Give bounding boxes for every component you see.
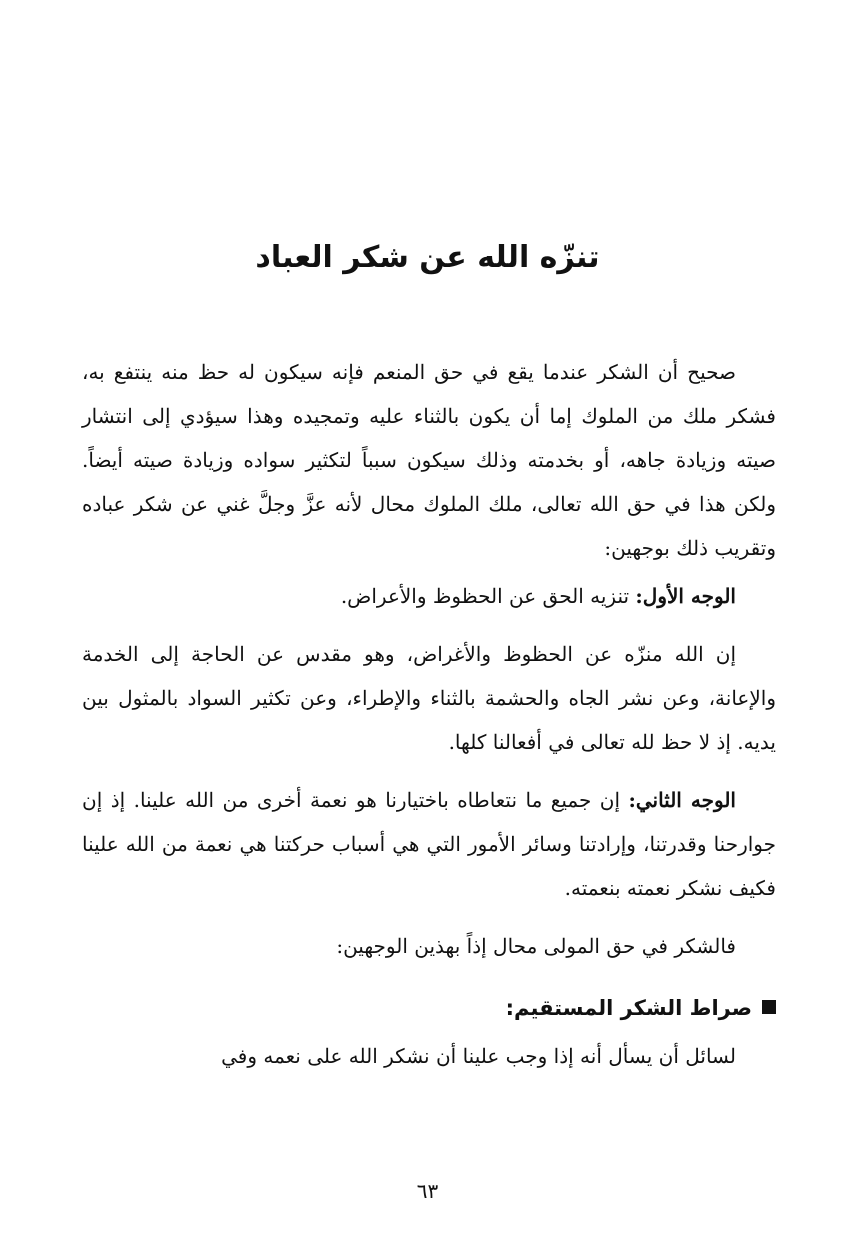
page-number: ٦٣ [416,1179,439,1203]
second-aspect-text: إن جميع ما نتعاطاه باختيارنا هو نعمة أخرى من الله علينا. إذ إن جوارحنا وقدرتنا، وإرادتنا وسائر الأمور التي هي أسباب حركتنا هي نعمة من الله علينا فكيف نشكر نعمته بنعمته. [82,788,776,900]
first-aspect-label: الوجه الأول: [635,584,736,608]
section-paragraph: لسائل أن يسأل أنه إذا وجب علينا أن نشكر الله على نعمه وفي [221,1044,736,1068]
page-body [82,350,776,1078]
conclusion-paragraph: فالشكر في حق المولى محال إذاً بهذين الوجهين: [336,934,736,958]
second-aspect-paragraph [82,778,776,910]
section-heading [82,988,776,1028]
first-aspect-paragraph [82,574,776,618]
page-title: تنزّه الله عن شكر العباد [255,240,600,275]
first-aspect-explanation: إن الله منزّه عن الحظوظ والأغراض، وهو مقدس عن الحاجة إلى الخدمة والإعانة، وعن نشر الجاه والحشمة بالثناء والإطراء، وعن تكثير السواد بالمثول بين يديه. إذ لا حظ لله تعالى في أفعالنا كلها. [82,642,776,754]
first-aspect-text: تنزيه الحق عن الحظوظ والأعراض. [340,584,636,608]
intro-paragraph: صحيح أن الشكر عندما يقع في حق المنعم فإنه سيكون له حظ منه ينتفع به، فشكر ملك من الملوك إما أن يكون بالثناء عليه وتمجيده وهذا سيؤدي إلى انتشار صيته وزيادة جاهه، أو بخدمته وذلك سيكون سبباً لتكثير سواده وزيادة صيته أيضاً. ولكن هذا في حق الله تعالى، ملك الملوك محال لأنه عزَّ وجلَّ غني عن شكر عباده وتقريب ذلك بوجهين: [82,360,776,560]
section-heading-text: صراط الشكر المستقيم: [505,996,752,1020]
second-aspect-label: الوجه الثاني: [628,788,736,812]
square-bullet-icon [762,1000,776,1014]
